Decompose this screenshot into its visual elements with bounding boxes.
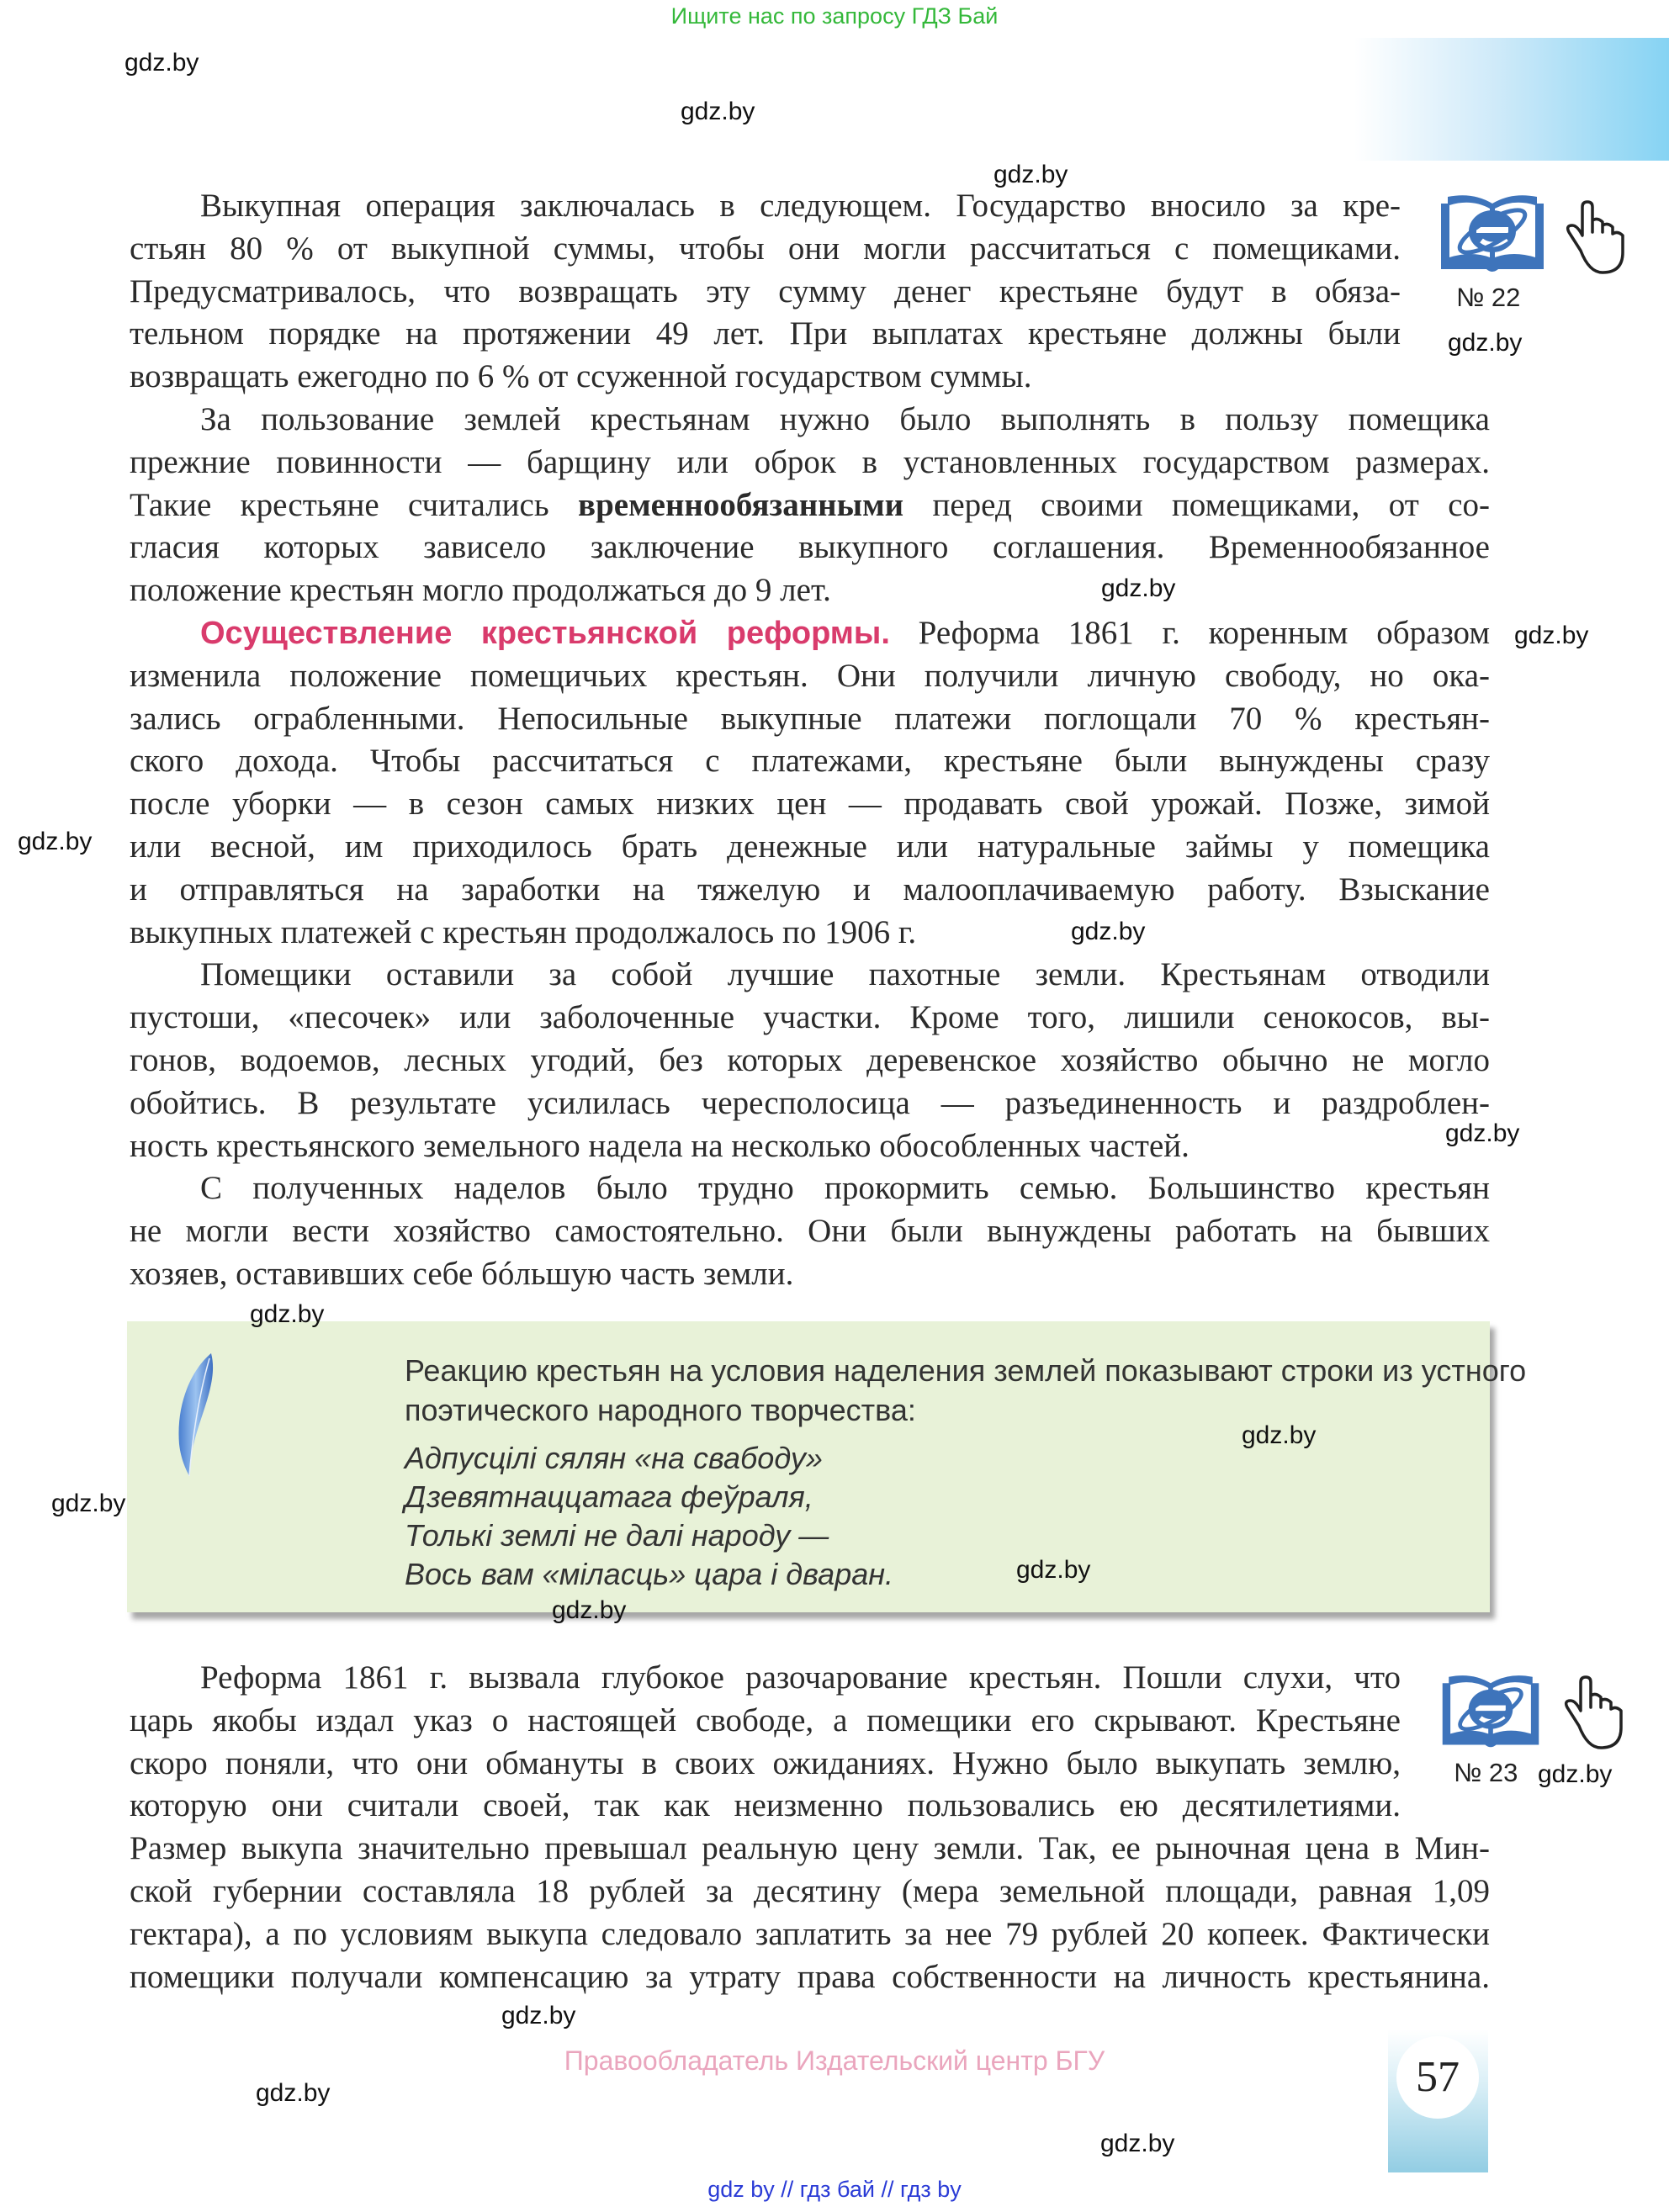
text-span: Реформа 1861 г. коренным образом (889, 614, 1490, 651)
quote-intro-line: поэтического народного творчества: (405, 1393, 916, 1427)
watermark: gdz.by (501, 2002, 576, 2029)
main-text-continued (130, 1657, 1490, 1998)
watermark: gdz.by (51, 1490, 126, 1517)
pointing-hand-icon (1562, 1675, 1629, 1751)
text-line: гласия которых зависело заключение выкупного соглашения. Временнообязанное (130, 529, 1490, 566)
footer-links[interactable]: gdz by // гдз бай // гдз by (707, 2177, 962, 2202)
search-banner: Ищите нас по запросу ГДЗ Бай (670, 3, 999, 29)
text-line: положение крестьян могло продолжаться до 9 лет. (130, 572, 831, 609)
text-line: За пользование землей крестьянам нужно было выполнять в пользу помещика (200, 400, 1490, 437)
watermark: gdz.by (681, 98, 755, 125)
copyright-notice: Правообладатель Издательский центр БГУ (564, 2045, 1105, 2076)
watermark: gdz.by (1445, 1119, 1520, 1147)
verse-line: Толькі землі не далі народу — (405, 1518, 829, 1553)
text-line: ского дохода. Чтобы рассчитаться с платежами, крестьяне были вынуждены сразу (130, 743, 1490, 780)
watermark: gdz.by (1538, 1760, 1613, 1788)
text-line: и отправляться на заработки на тяжелую и малооплачиваемую работу. Взыскание (130, 871, 1490, 908)
text-line: зались ограбленными. Непосильные выкупные платежи поглощали 70 % крестьян- (130, 700, 1490, 737)
section-heading: Осуществление крестьянской реформы. (200, 615, 890, 651)
text-line (130, 484, 1490, 527)
watermark: gdz.by (1514, 622, 1589, 649)
text-line: или весной, им приходилось брать денежные или натуральные займы у помещика (130, 828, 1490, 865)
text-line: гектара), а по условиям выкупа следовало заплатить за нее 79 рублей 20 копеек. Фактически (130, 1915, 1490, 1952)
text-line: изменила положение помещичьих крестьян. Они получили личную свободу, но ока- (130, 657, 1490, 694)
text-line: С полученных наделов было трудно прокормить семью. Большинство крестьян (200, 1170, 1490, 1207)
text-line: ской губернии составляла 18 рублей за десятину (мера земельной площади, равная 1,09 (130, 1872, 1490, 1909)
text-line: Выкупная операция заключалась в следующем. Государство вносило за кре- (200, 188, 1401, 224)
text-line: прежние повинности — барщину или оброк в установленных государством размерах. (130, 443, 1490, 480)
text-line: обойтись. В результате усилилась чересполосица — разъединенность и раздроблен- (130, 1084, 1490, 1121)
text-line: хозяев, оставивших себе бóльшую часть земли. (130, 1255, 794, 1292)
text-line (130, 612, 1490, 655)
text-line: не могли вести хозяйство самостоятельно. Они были вынуждены работать на бывших (130, 1213, 1490, 1250)
text-span: перед своими помещиками, от со- (903, 486, 1490, 523)
watermark: gdz.by (1016, 1556, 1091, 1584)
watermark: gdz.by (250, 1300, 325, 1328)
page-number: 57 (1396, 2036, 1479, 2119)
resource-link-22[interactable] (1439, 193, 1633, 311)
text-line: Размер выкупа значительно превышал реальную цену земли. Так, ее рыночная цена в Мин- (130, 1830, 1490, 1867)
watermark: gdz.by (993, 161, 1068, 188)
folk-poetry-box (127, 1321, 1527, 1612)
resource-label: № 22 (1456, 283, 1521, 312)
watermark: gdz.by (552, 1596, 627, 1624)
watermark: gdz.by (18, 828, 93, 855)
feather-icon (167, 1352, 226, 1478)
verse-line: Дзевятнаццатага феўраля, (405, 1479, 813, 1514)
text-line: которую они считали своей, так как неизменно пользовались ею десятилетиями. (130, 1787, 1401, 1824)
watermark: gdz.by (256, 2079, 331, 2107)
text-line: стьян 80 % от выкупной суммы, чтобы они могли рассчитаться с помещиками. (130, 230, 1401, 267)
watermark: gdz.by (1071, 918, 1146, 945)
watermark: gdz.by (125, 49, 199, 77)
text-line: гонов, водоемов, лесных угодий, без которых деревенское хозяйство обычно не могло (130, 1041, 1490, 1078)
page-number-tab (1388, 2029, 1488, 2172)
text-line: помещики получали компенсацию за утрату права собственности на личность крестьянина. (130, 1958, 1490, 1995)
verse-line: Адпусцілі сялян «на свабоду» (405, 1441, 823, 1475)
text-line: после уборки — в сезон самых низких цен — продавать свой урожай. Позже, зимой (130, 786, 1490, 823)
header-gradient-decoration (1354, 38, 1669, 161)
text-line: выкупных платежей с крестьян продолжалось по 1906 г. (130, 913, 917, 950)
watermark: gdz.by (1101, 574, 1176, 602)
quote-intro-line: Реакцию крестьян на условия наделения землей показывают строки из устного (405, 1353, 1527, 1388)
text-line: пустоши, «песочек» или заболоченные участки. Кроме того, лишили сенокосов, вы- (130, 999, 1490, 1036)
text-line: скоро поняли, что они обмануты в своих ожиданиях. Нужно было выкупать землю, (130, 1744, 1401, 1781)
text-line: тельном порядке на протяжении 49 лет. При выплатах крестьяне должны были (130, 315, 1401, 352)
text-line: Реформа 1861 г. вызвала глубокое разочарование крестьян. Пошли слухи, что (200, 1659, 1401, 1696)
watermark: gdz.by (1448, 329, 1523, 357)
ebook-icon (1438, 1674, 1544, 1751)
text-span: Такие крестьяне считались (130, 486, 579, 523)
watermark: gdz.by (1242, 1421, 1317, 1449)
text-line: Предусматривалось, что возвращать эту сумму денег крестьяне будут в обяза- (130, 273, 1401, 310)
text-line: ность крестьянского земельного надела на несколько обособленных частей. (130, 1127, 1189, 1164)
verse-line: Вось вам «міласць» цара і дваран. (405, 1557, 894, 1591)
main-text (130, 185, 1490, 1296)
text-line: царь якобы издал указ о настоящей свободе, а помещики его скрывают. Крестьяне (130, 1701, 1401, 1738)
term-temporarily-obliged: временнообязанными (578, 486, 904, 523)
watermark: gdz.by (1100, 2130, 1175, 2157)
resource-label: № 23 (1454, 1758, 1518, 1787)
text-line: возвращать ежегодно по 6 % от ссуженной государством суммы. (130, 358, 1032, 395)
pointing-hand-icon (1564, 200, 1631, 276)
ebook-icon (1439, 193, 1545, 276)
text-line: Помещики оставили за собой лучшие пахотные земли. Крестьянам отводили (200, 956, 1490, 993)
